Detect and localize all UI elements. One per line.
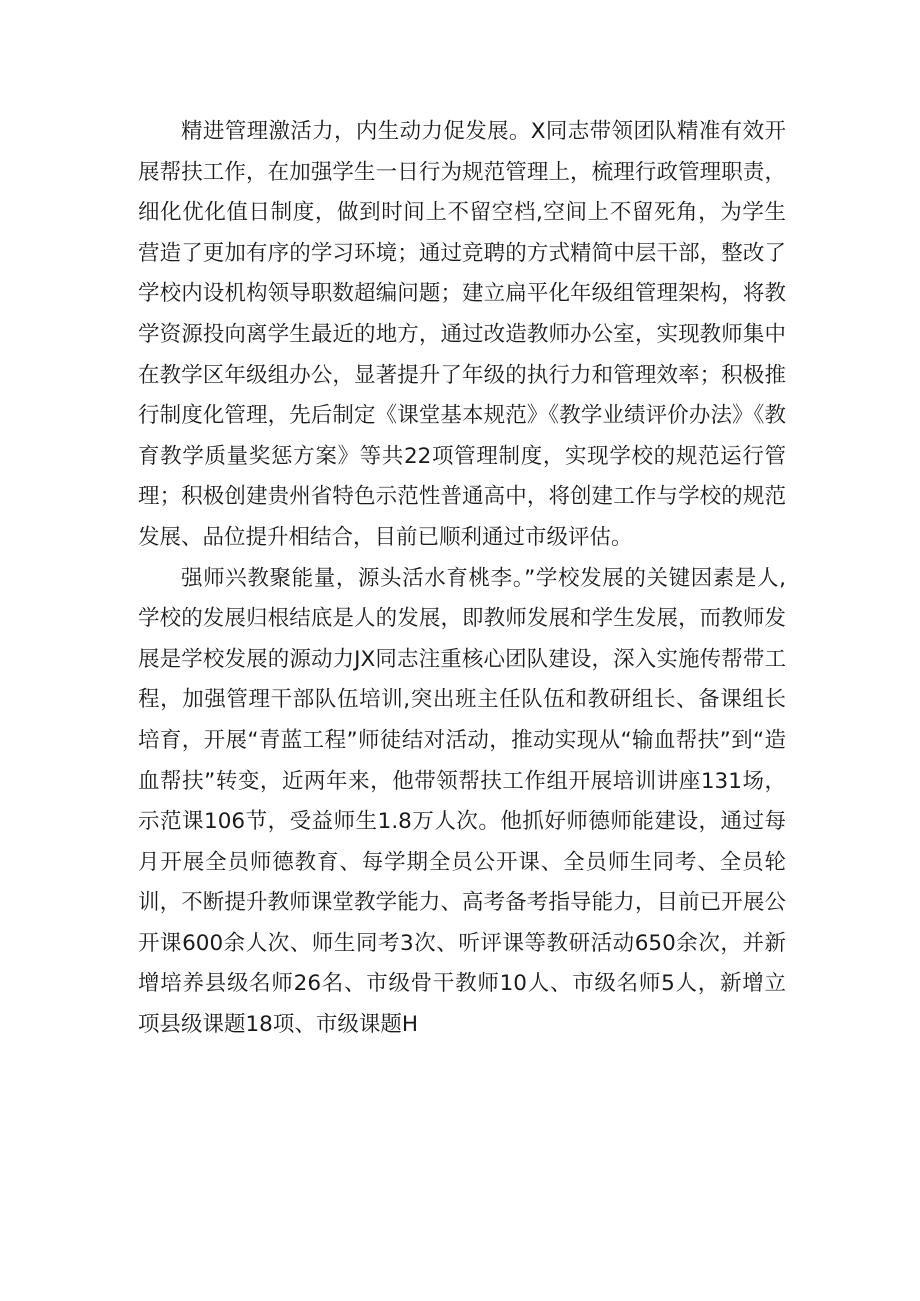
document-body [138, 112, 786, 1046]
paragraph-teacher-development: 强师兴教聚能量，源头活水育桃李。”学校发展的关键因素是人,学校的发展归根结底是人的发展，即教师发展和学生发展，而教师发展是学校发展的源动力JX同志注重核心团队建设，深入实施传帮带工程，加强管理干部队伍培训,突出班主任队伍和教研组长、备课组长培育，开展“青蓝工程”师徒结对活动，推动实现从“输血帮扶”到“造血帮扶”转变，近两年来，他带领帮扶工作组开展培训讲座131场，示范课106节，受益师生1.8万人次。他抓好师德师能建设，通过每月开展全员师德教育、每学期全员公开课、全员师生同考、全员轮训，不断提升教师课堂教学能力、高考备考指导能力，目前已开展公开课600余人次、师生同考3次、听评课等教研活动650余次，并新增培养县级名师26名、市级骨干教师10人、市级名师5人，新增立项县级课题18项、市级课题H [138, 565, 786, 1038]
paragraph-management: 精进管理激活力，内生动力促发展。X同志带领团队精准有效开展帮扶工作，在加强学生一日行为规范管理上，梳理行政管理职责，细化优化值日制度，做到时间上不留空档,空间上不留死角，为学生营造了更加有序的学习环境；通过竞聘的方式精简中层干部，整改了学校内设机构领导职数超编问题；建立扁平化年级组管理架构，将教学资源投向离学生最近的地方，通过改造教师办公室，实现教师集中在教学区年级组办公，显著提升了年级的执行力和管理效率；积极推行制度化管理，先后制定《课堂基本规范》《教学业绩评价办法》《教育教学质量奖惩方案》等共22项管理制度，实现学校的规范运行管理；积极创建贵州省特色示范性普通高中，将创建工作与学校的规范发展、品位提升相结合，目前已顺利通过市级评估。 [138, 119, 786, 550]
